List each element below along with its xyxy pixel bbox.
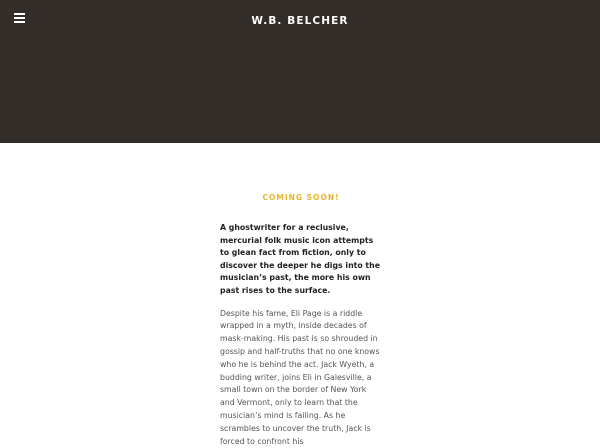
main-content xyxy=(220,192,382,448)
coming-soon-heading: COMING SOON! xyxy=(262,193,340,202)
book-lead-paragraph: A ghostwriter for a reclusive, mercurial folk music icon attempts to glean fact from fiction, only to discover the deeper he digs into the musician’s past, the more his own past rises to the surface. xyxy=(220,223,380,295)
site-title[interactable]: W.B. BELCHER xyxy=(251,15,349,27)
site-header xyxy=(0,0,600,143)
book-description-paragraph: Despite his fame, Eli Page is a riddle wrapped in a myth, inside decades of mask-making. His past is so shrouded in gossip and half-truths that no one knows who he is behind the act. Jack Wyeth, a budding writer, joins Eli in Galesville, a small town on the border of New York and Vermont, only to learn that the musician’s mind is failing. As he scrambles to uncover the truth, Jack is forced to confront his xyxy=(220,308,380,446)
